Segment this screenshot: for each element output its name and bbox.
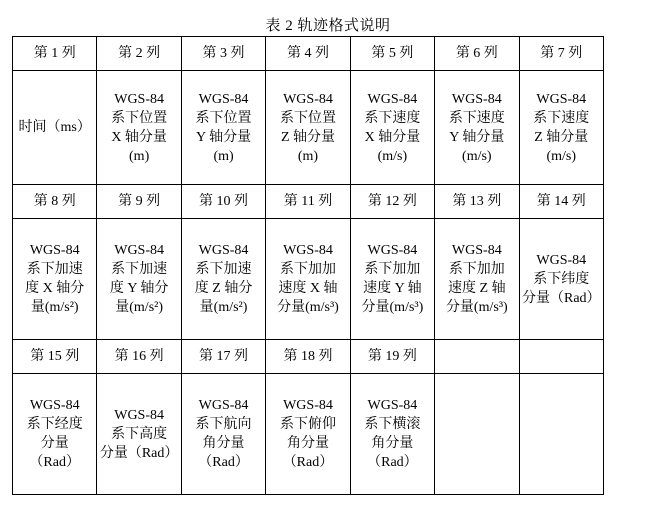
cell-text: WGS-84 系下加加 速度 X 轴 分量(m/s³) [277,243,339,315]
cell-text: WGS-84 系下加速 度 X 轴分 量(m/s²) [25,243,85,315]
column-desc-10 [181,219,265,340]
column-desc-16 [97,374,181,495]
column-header-19: 第 19 列 [350,340,434,374]
cell-text: WGS-84 系下速度 Y 轴分量 (m/s) [448,91,505,164]
cell-text: WGS-84 系下俯仰 角分量 （Rad） [279,398,336,470]
table-row [13,37,604,71]
cell-text: WGS-84 系下位置 Z 轴分量 (m) [279,91,336,164]
column-header-15: 第 15 列 [13,340,97,374]
column-header-13: 第 13 列 [435,185,519,219]
empty-cell [435,340,519,374]
cell-text: WGS-84 系下加加 速度 Z 轴 分量(m/s³) [445,243,508,315]
cell-text: WGS-84 系下加加 速度 Y 轴 分量(m/s³) [361,243,424,315]
cell-text: WGS-84 系下位置 Y 轴分量 (m) [195,91,252,164]
column-header-12: 第 12 列 [350,185,434,219]
column-header-7: 第 7 列 [519,37,603,71]
table-caption: 表 2 轨迹格式说明 [265,18,391,34]
column-header-5: 第 5 列 [350,37,434,71]
column-desc-18 [266,374,350,495]
column-header-1: 第 1 列 [13,37,97,71]
empty-cell [519,374,603,495]
cell-text: WGS-84 系下速度 X 轴分量 (m/s) [364,91,421,164]
column-desc-7 [519,71,603,185]
table-row [13,71,604,185]
cell-text: WGS-84 系下速度 Z 轴分量 (m/s) [533,91,590,164]
column-desc-9 [97,219,181,340]
column-header-9: 第 9 列 [97,185,181,219]
cell-text: WGS-84 系下横滚 角分量 （Rad） [364,398,421,470]
column-desc-13 [435,219,519,340]
cell-text: WGS-84 系下经度 分量 （Rad） [26,398,83,470]
column-header-4: 第 4 列 [266,37,350,71]
cell-text: WGS-84 系下加速 度 Z 轴分 量(m/s²) [194,243,253,315]
column-desc-15 [13,374,97,495]
column-desc-5 [350,71,434,185]
column-desc-8 [13,219,97,340]
column-desc-11 [266,219,350,340]
table-row [13,219,604,340]
column-desc-14 [519,219,603,340]
cell-text: WGS-84 系下位置 X 轴分量 (m) [111,91,168,164]
column-desc-4 [266,71,350,185]
column-header-2: 第 2 列 [97,37,181,71]
table-row [13,185,604,219]
trajectory-format-table [12,36,604,495]
column-header-8: 第 8 列 [13,185,97,219]
column-desc-2 [97,71,181,185]
column-desc-17 [181,374,265,495]
column-desc-12 [350,219,434,340]
column-header-17: 第 17 列 [181,340,265,374]
cell-text: WGS-84 系下航向 角分量 （Rad） [195,398,252,470]
table-row [13,374,604,495]
table-row [13,340,604,374]
column-header-16: 第 16 列 [97,340,181,374]
cell-text: WGS-84 系下纬度 分量（Rad） [521,252,601,306]
column-header-18: 第 18 列 [266,340,350,374]
empty-cell [519,340,603,374]
cell-text: WGS-84 系下高度 分量（Rad） [99,407,179,461]
column-header-14: 第 14 列 [519,185,603,219]
column-desc-6 [435,71,519,185]
column-header-6: 第 6 列 [435,37,519,71]
cell-text: WGS-84 系下加速 度 Y 轴分 量(m/s²) [109,243,169,315]
column-header-3: 第 3 列 [181,37,265,71]
column-header-10: 第 10 列 [181,185,265,219]
empty-cell [435,374,519,495]
cell-text: 时间（ms） [18,120,91,135]
column-header-11: 第 11 列 [266,185,350,219]
column-desc-3 [181,71,265,185]
column-desc-1 [13,71,97,185]
column-desc-19 [350,374,434,495]
